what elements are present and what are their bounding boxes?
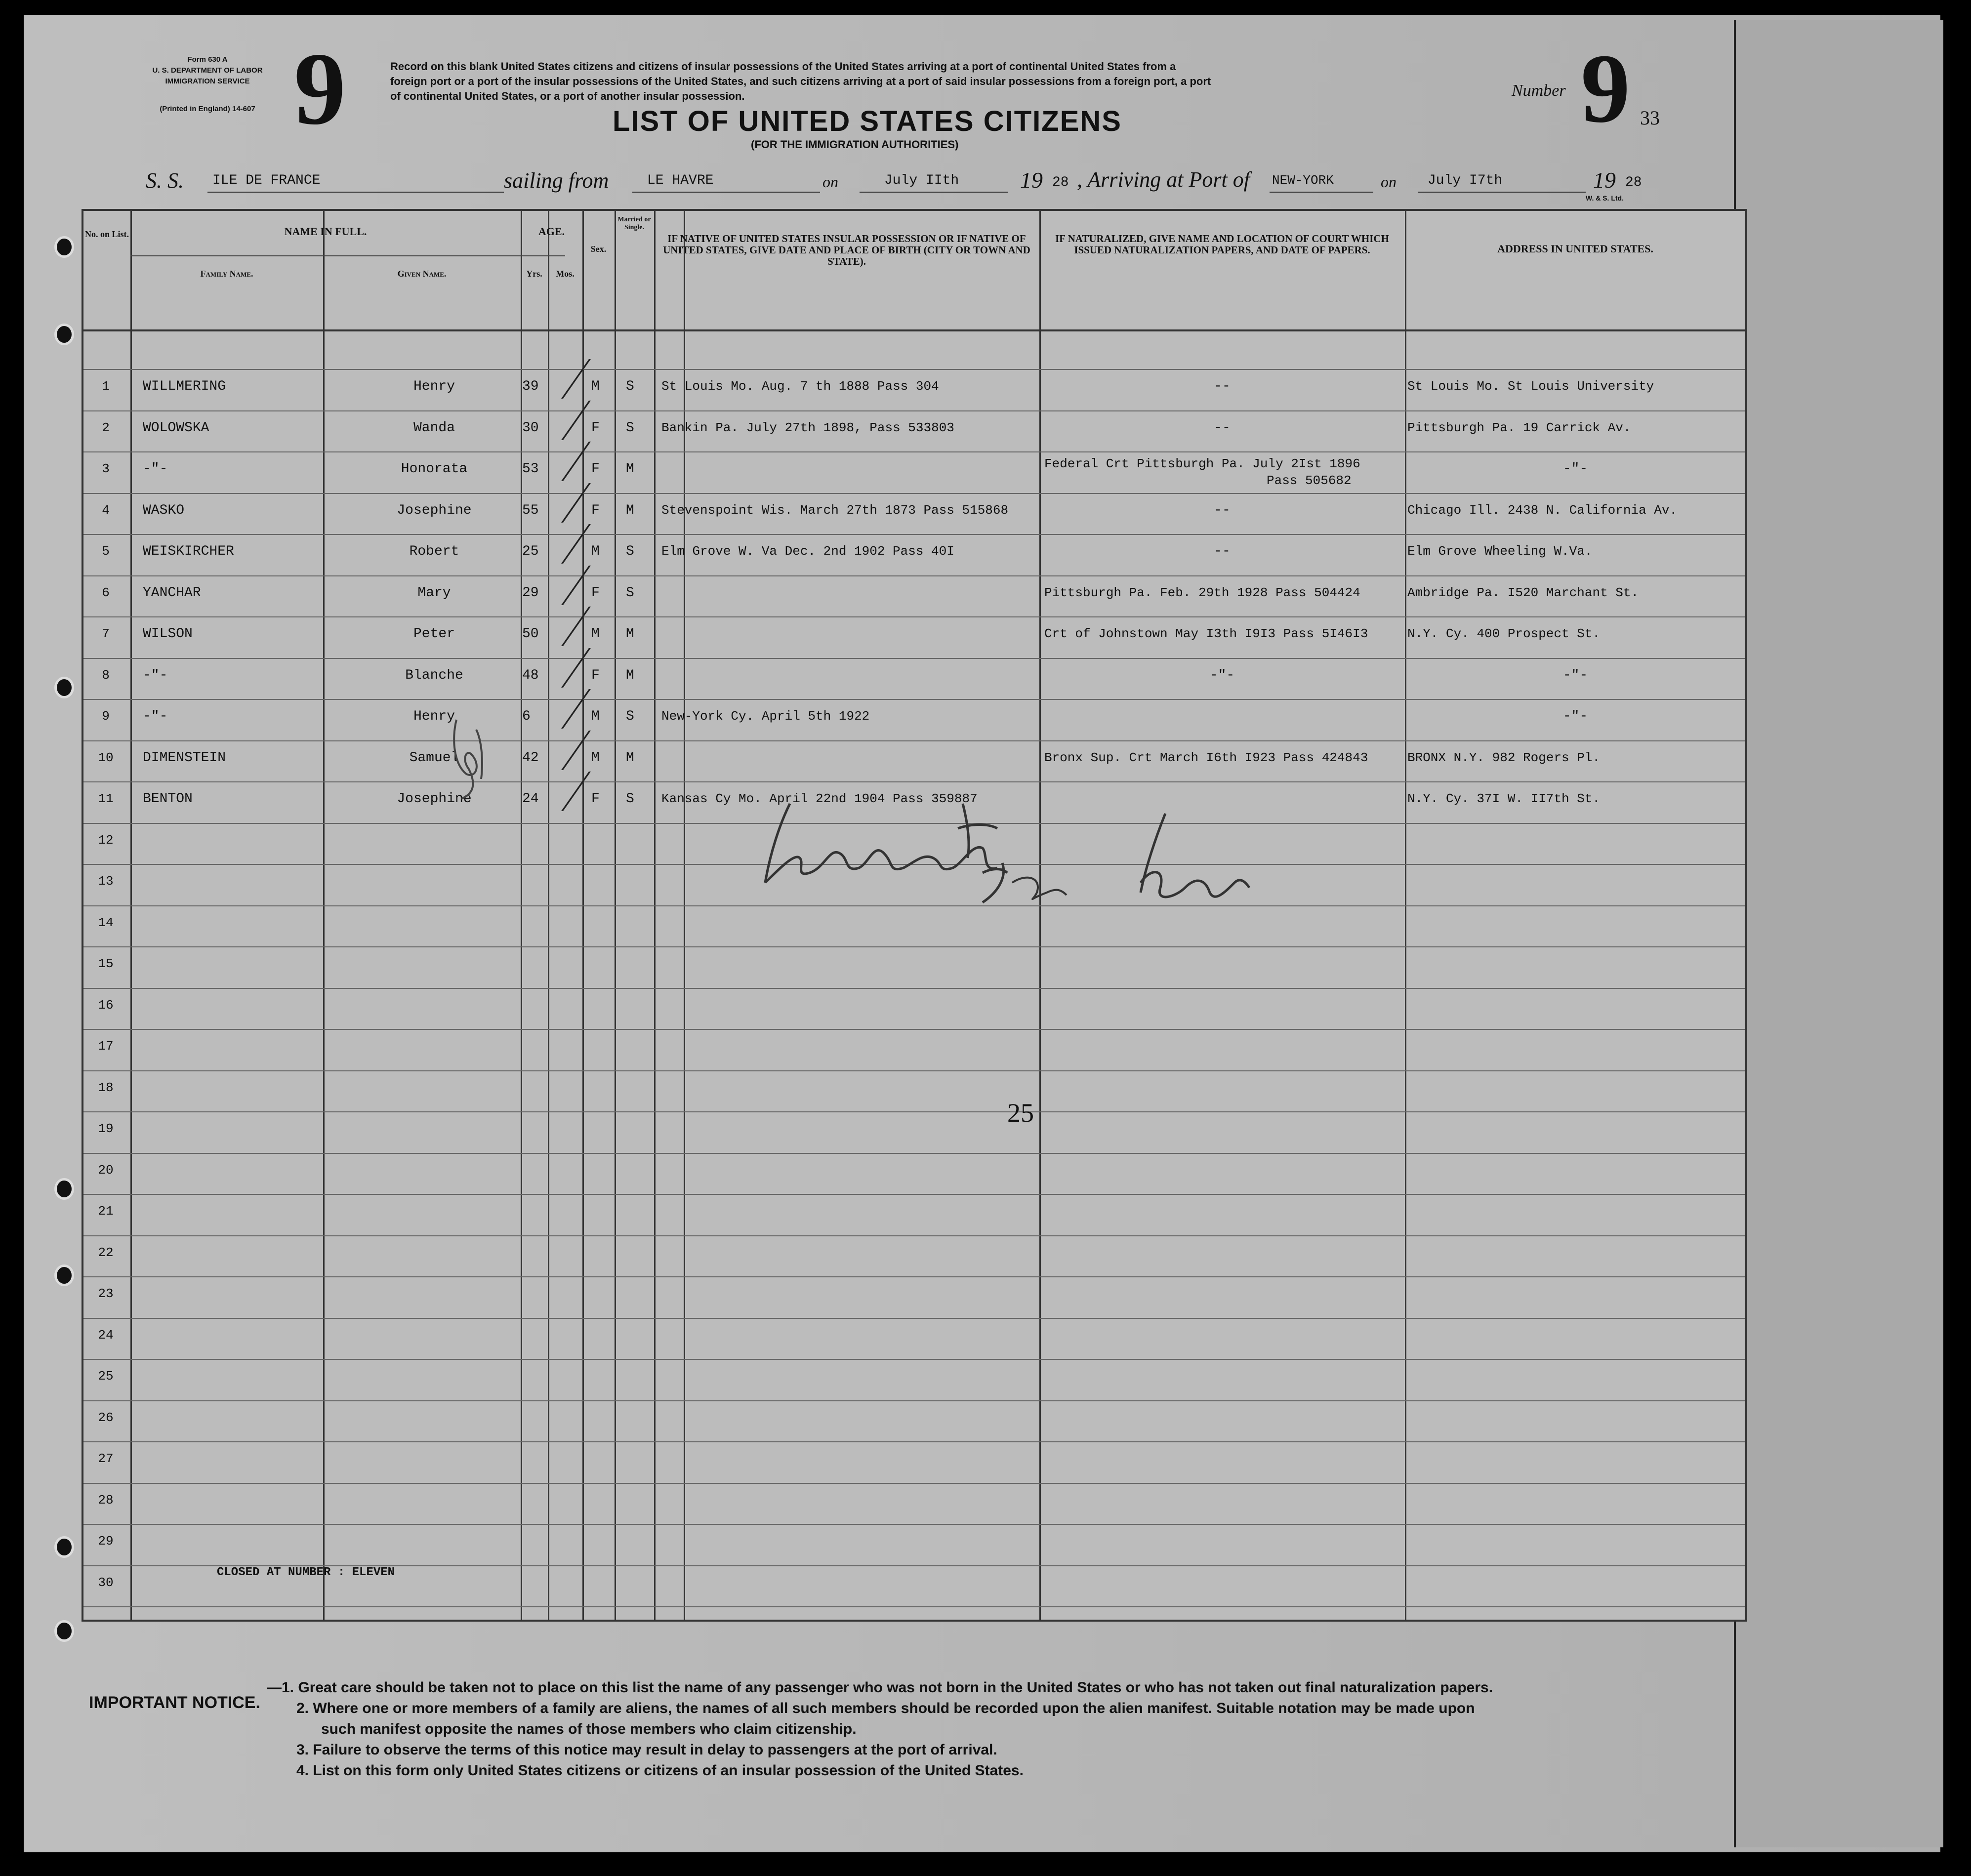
row-rule [83, 575, 1745, 576]
row-rule [83, 616, 1745, 617]
row-number: 6 [102, 585, 110, 600]
family-name: BENTON [143, 791, 193, 807]
row-rule [83, 451, 1745, 452]
row-number: 1 [102, 379, 110, 394]
address: -"- [1562, 709, 1588, 724]
row-rule [83, 781, 1745, 782]
notice-item: 3. Failure to observe the terms of this notice may result in delay to passengers at the port of arrival. [296, 1742, 997, 1758]
header-married-single: Married or Single. [617, 216, 651, 231]
row-number: 21 [98, 1204, 114, 1219]
marital-status: M [626, 461, 634, 477]
instruction-line: foreign port or a port of the insular possessions of the United States, and such citizens arriving at a port of said insular possessions from a foreign port, a port [390, 75, 1211, 87]
naturalization: -- [1214, 379, 1231, 394]
row-number: 16 [98, 997, 114, 1013]
row-rule [83, 740, 1745, 741]
row-number: 19 [98, 1121, 114, 1136]
row-rule [83, 699, 1745, 700]
row-number: 11 [98, 791, 114, 806]
sex: F [591, 502, 600, 518]
row-rule [83, 1318, 1745, 1319]
col-divider [1405, 211, 1406, 1620]
row-rule [83, 1111, 1745, 1112]
row-rule [83, 534, 1745, 535]
notice-item: 2. Where one or more members of a family are aliens, the names of all such members should be recorded upon the alien manifest. Suitable notation may be made upon [296, 1700, 1475, 1716]
check-mark [532, 442, 591, 481]
header-divider [83, 329, 1745, 331]
sex: M [591, 626, 600, 642]
form-id-block [143, 54, 272, 115]
given-name: Mary [417, 585, 451, 601]
ss-label: S. S. [146, 168, 184, 193]
adjacent-page-edge [1734, 20, 1943, 1847]
address: -"- [1562, 461, 1588, 477]
birth-place-date: Stevenspoint Wis. March 27th 1873 Pass 515868 [661, 502, 1009, 518]
check-mark [532, 607, 591, 646]
row-number: 7 [102, 626, 110, 641]
family-name: WILSON [143, 626, 193, 642]
row-rule [83, 1153, 1745, 1154]
age-years: 39 [522, 379, 539, 394]
check-mark [532, 524, 591, 564]
port-from: LE HAVRE [647, 173, 714, 188]
given-name: Honorata [401, 461, 468, 477]
age-years: 30 [522, 420, 539, 436]
row-number: 3 [102, 461, 110, 476]
row-rule [83, 988, 1745, 989]
address: N.Y. Cy. 37I W. II7th St. [1407, 791, 1601, 806]
underline [1418, 192, 1586, 193]
age-years: 29 [522, 585, 539, 601]
page-number: 25 [1007, 1098, 1034, 1128]
marital-status: S [626, 585, 634, 601]
col-divider [582, 211, 584, 1620]
age-years: 53 [522, 461, 539, 477]
check-mark [532, 401, 591, 440]
col-divider [323, 211, 325, 1620]
row-number: 10 [98, 750, 114, 765]
instruction-line: of continental United States, or a port of another insular possession. [390, 90, 745, 102]
address: Chicago Ill. 2438 N. California Av. [1407, 502, 1678, 518]
header-age: AGE. [538, 225, 565, 238]
address: BRONX N.Y. 982 Rogers Pl. [1407, 750, 1601, 765]
header-given-name: Given Name. [397, 269, 447, 279]
age-years: 50 [522, 626, 539, 642]
row-number: 20 [98, 1162, 114, 1178]
punch-hole [54, 236, 74, 258]
address: Pittsburgh Pa. 19 Carrick Av. [1407, 420, 1631, 435]
row-number: 9 [102, 709, 110, 724]
notice-item: 4. List on this form only United States citizens or citizens of an insular possession of the United States. [296, 1762, 1024, 1779]
birth-place-date: Elm Grove W. Va Dec. 2nd 1902 Pass 40I [661, 544, 954, 559]
row-rule [83, 410, 1745, 411]
birth-place-date: New-York Cy. April 5th 1922 [661, 709, 870, 724]
address: N.Y. Cy. 400 Prospect St. [1407, 626, 1601, 641]
sex: F [591, 461, 600, 477]
row-number: 22 [98, 1245, 114, 1260]
birth-place-date: St Louis Mo. Aug. 7 th 1888 Pass 304 [661, 379, 939, 394]
number-label: Number [1512, 82, 1566, 100]
year-from: 28 [1052, 175, 1069, 190]
notice-item: such manifest opposite the names of those members who claim citizenship. [321, 1721, 857, 1737]
row-number: 15 [98, 956, 114, 971]
sex: F [591, 420, 600, 436]
punch-hole [54, 677, 74, 698]
naturalization-pass: Pass 505682 [1267, 473, 1352, 488]
family-name: DIMENSTEIN [143, 750, 226, 766]
col-divider [130, 211, 132, 1620]
birth-place-date: Bankin Pa. July 27th 1898, Pass 533803 [661, 420, 954, 435]
row-number: 12 [98, 832, 114, 848]
form-subtitle: (FOR THE IMMIGRATION AUTHORITIES) [751, 138, 959, 151]
row-number: 18 [98, 1080, 114, 1095]
punch-hole [54, 1178, 74, 1200]
address: Elm Grove Wheeling W.Va. [1407, 544, 1593, 559]
header-address: ADDRESS IN UNITED STATES. [1497, 243, 1653, 255]
ship-name: ILE DE FRANCE [212, 173, 321, 188]
marital-status: M [626, 750, 634, 766]
underline [860, 192, 1008, 193]
on-label-2: on [1381, 173, 1396, 191]
row-number: 4 [102, 502, 110, 518]
naturalization: Federal Crt Pittsburgh Pa. July 2Ist 1896 [1044, 456, 1360, 471]
family-name: WEISKIRCHER [143, 544, 234, 559]
row-rule [83, 1276, 1745, 1277]
punch-hole [54, 324, 74, 345]
punch-hole [54, 1264, 74, 1286]
big-list-number: 9 [294, 32, 346, 146]
port-to: NEW-YORK [1272, 173, 1334, 188]
marital-status: S [626, 709, 634, 724]
col-divider [615, 211, 616, 1620]
row-rule [83, 946, 1745, 947]
age-years: 25 [522, 544, 539, 559]
naturalization: Pittsburgh Pa. Feb. 29th 1928 Pass 504424 [1044, 585, 1360, 600]
row-rule [83, 1400, 1745, 1401]
marital-status: S [626, 791, 634, 807]
notice-label: IMPORTANT NOTICE. [89, 1693, 260, 1712]
date-from: July IIth [884, 173, 959, 188]
marital-status: S [626, 544, 634, 559]
row-number: 14 [98, 915, 114, 930]
given-name: Josephine [397, 502, 472, 518]
service: IMMIGRATION SERVICE [165, 77, 250, 85]
address: -"- [1562, 667, 1588, 683]
row-number: 5 [102, 544, 110, 559]
header-mos: Mos. [556, 269, 575, 279]
underline [632, 192, 820, 193]
sex: F [591, 585, 600, 601]
row-rule [83, 1194, 1745, 1195]
sex: F [591, 791, 600, 807]
row-rule [83, 1441, 1745, 1442]
number-suffix: 33 [1640, 107, 1660, 129]
check-mark [532, 359, 591, 399]
given-name: Samuel [409, 750, 459, 766]
number-value: 9 [1581, 34, 1630, 143]
notice-item: —1. Great care should be taken not to place on this list the name of any passenger who was not born in the United States or who has not taken out final naturalization papers. [267, 1679, 1493, 1696]
subheader-divider [130, 255, 565, 256]
underline [1270, 192, 1373, 193]
handwritten-signature [750, 794, 1269, 922]
age-years: 42 [522, 750, 539, 766]
row-rule [83, 493, 1745, 494]
form-number: Form 630 A [187, 55, 228, 64]
row-rule [83, 1483, 1745, 1484]
given-name: Blanche [405, 667, 463, 683]
age-years: 48 [522, 667, 539, 683]
punch-hole [54, 1620, 74, 1642]
row-number: 23 [98, 1286, 114, 1301]
age-years: 24 [522, 791, 539, 807]
check-mark [532, 731, 591, 770]
given-name: Henry [413, 379, 455, 394]
marital-status: M [626, 502, 634, 518]
row-number: 2 [102, 420, 110, 435]
header-family-name: Family Name. [200, 269, 253, 279]
row-number: 8 [102, 667, 110, 683]
row-number: 28 [98, 1492, 114, 1508]
marital-status: M [626, 667, 634, 683]
sex: M [591, 709, 600, 724]
header-naturalized: IF NATURALIZED, GIVE NAME AND LOCATION OF COURT WHICH ISSUED NATURALIZATION PAPERS, AND DATE OF PAPERS. [1055, 233, 1389, 256]
handwritten-initials [447, 710, 491, 804]
family-name: -"- [143, 667, 168, 683]
given-name: Wanda [413, 420, 455, 436]
row-rule [83, 1524, 1745, 1525]
row-rule [83, 1235, 1745, 1236]
row-number: 29 [98, 1534, 114, 1549]
address: Ambridge Pa. I520 Marchant St. [1407, 585, 1639, 600]
given-name: Robert [409, 544, 459, 559]
row-rule [83, 1070, 1745, 1071]
marital-status: M [626, 626, 634, 642]
marital-status: S [626, 420, 634, 436]
row-rule [83, 1029, 1745, 1030]
header-yrs: Yrs. [526, 269, 542, 279]
naturalization: -- [1214, 544, 1231, 559]
manifest-table [82, 209, 1747, 1622]
given-name: Henry [413, 709, 455, 724]
year-prefix-2: 19 [1593, 167, 1616, 193]
closed-note: CLOSED AT NUMBER : ELEVEN [217, 1566, 395, 1579]
birth-place-date: Kansas Cy Mo. April 22nd 1904 Pass 359887 [661, 791, 978, 806]
check-mark [532, 648, 591, 688]
naturalization: -- [1214, 420, 1231, 436]
naturalization: -"- [1209, 667, 1235, 683]
header-birth: IF NATIVE OF UNITED STATES INSULAR POSSESSION OR IF NATIVE OF UNITED STATES, GIVE DATE AND PLACE OF BIRTH (CITY OR TOWN AND STATE). [663, 233, 1030, 267]
sex: M [591, 750, 600, 766]
row-number: 27 [98, 1451, 114, 1466]
family-name: WASKO [143, 502, 185, 518]
sex: M [591, 379, 600, 394]
on-label: on [822, 173, 838, 191]
printer-mark: W. & S. Ltd. [1586, 194, 1624, 202]
row-number: 17 [98, 1039, 114, 1054]
check-mark [532, 566, 591, 605]
check-mark [532, 483, 591, 523]
address: St Louis Mo. St Louis University [1407, 379, 1654, 394]
row-rule [83, 369, 1745, 370]
row-number: 25 [98, 1369, 114, 1384]
printed-note: (Printed in England) 14-607 [160, 105, 255, 113]
header-sex: Sex. [590, 244, 607, 254]
row-number: 13 [98, 874, 114, 889]
row-rule [83, 1359, 1745, 1360]
sailing-label: sailing from [504, 168, 609, 193]
check-mark [532, 772, 591, 811]
family-name: YANCHAR [143, 585, 201, 601]
row-rule [83, 1606, 1745, 1607]
year-prefix: 19 [1020, 167, 1043, 193]
row-number: 26 [98, 1410, 114, 1425]
family-name: -"- [143, 709, 168, 724]
year-to: 28 [1625, 175, 1642, 190]
given-name: Josephine [397, 791, 472, 807]
naturalization: -- [1214, 502, 1231, 518]
family-name: WOLOWSKA [143, 420, 209, 436]
row-rule [83, 658, 1745, 659]
instructions [390, 59, 1452, 104]
naturalization: Bronx Sup. Crt March I6th I923 Pass 424843 [1044, 750, 1368, 765]
form-title: LIST OF UNITED STATES CITIZENS [613, 105, 1122, 137]
header-name-in-full: NAME IN FULL. [284, 225, 367, 238]
age-years: 55 [522, 502, 539, 518]
naturalization: Crt of Johnstown May I3th I9I3 Pass 5I46I3 [1044, 626, 1368, 641]
row-number: 24 [98, 1327, 114, 1343]
date-to: July I7th [1428, 173, 1503, 188]
department: U. S. DEPARTMENT OF LABOR [152, 66, 263, 75]
check-mark [532, 689, 591, 729]
underline [207, 192, 504, 193]
age-years: 6 [522, 709, 531, 724]
sex: M [591, 544, 600, 559]
header-no: No. on List. [84, 229, 129, 239]
punch-hole [54, 1536, 74, 1558]
sex: F [591, 667, 600, 683]
marital-status: S [626, 379, 634, 394]
instruction-line: Record on this blank United States citizens and citizens of insular possessions of the United States arriving at a port of continental United States from a [390, 60, 1176, 73]
given-name: Peter [413, 626, 455, 642]
col-divider [654, 211, 656, 1620]
family-name: -"- [143, 461, 168, 477]
row-number: 30 [98, 1575, 114, 1590]
arriving-label: , Arriving at Port of [1077, 167, 1250, 192]
family-name: WILLMERING [143, 379, 226, 394]
